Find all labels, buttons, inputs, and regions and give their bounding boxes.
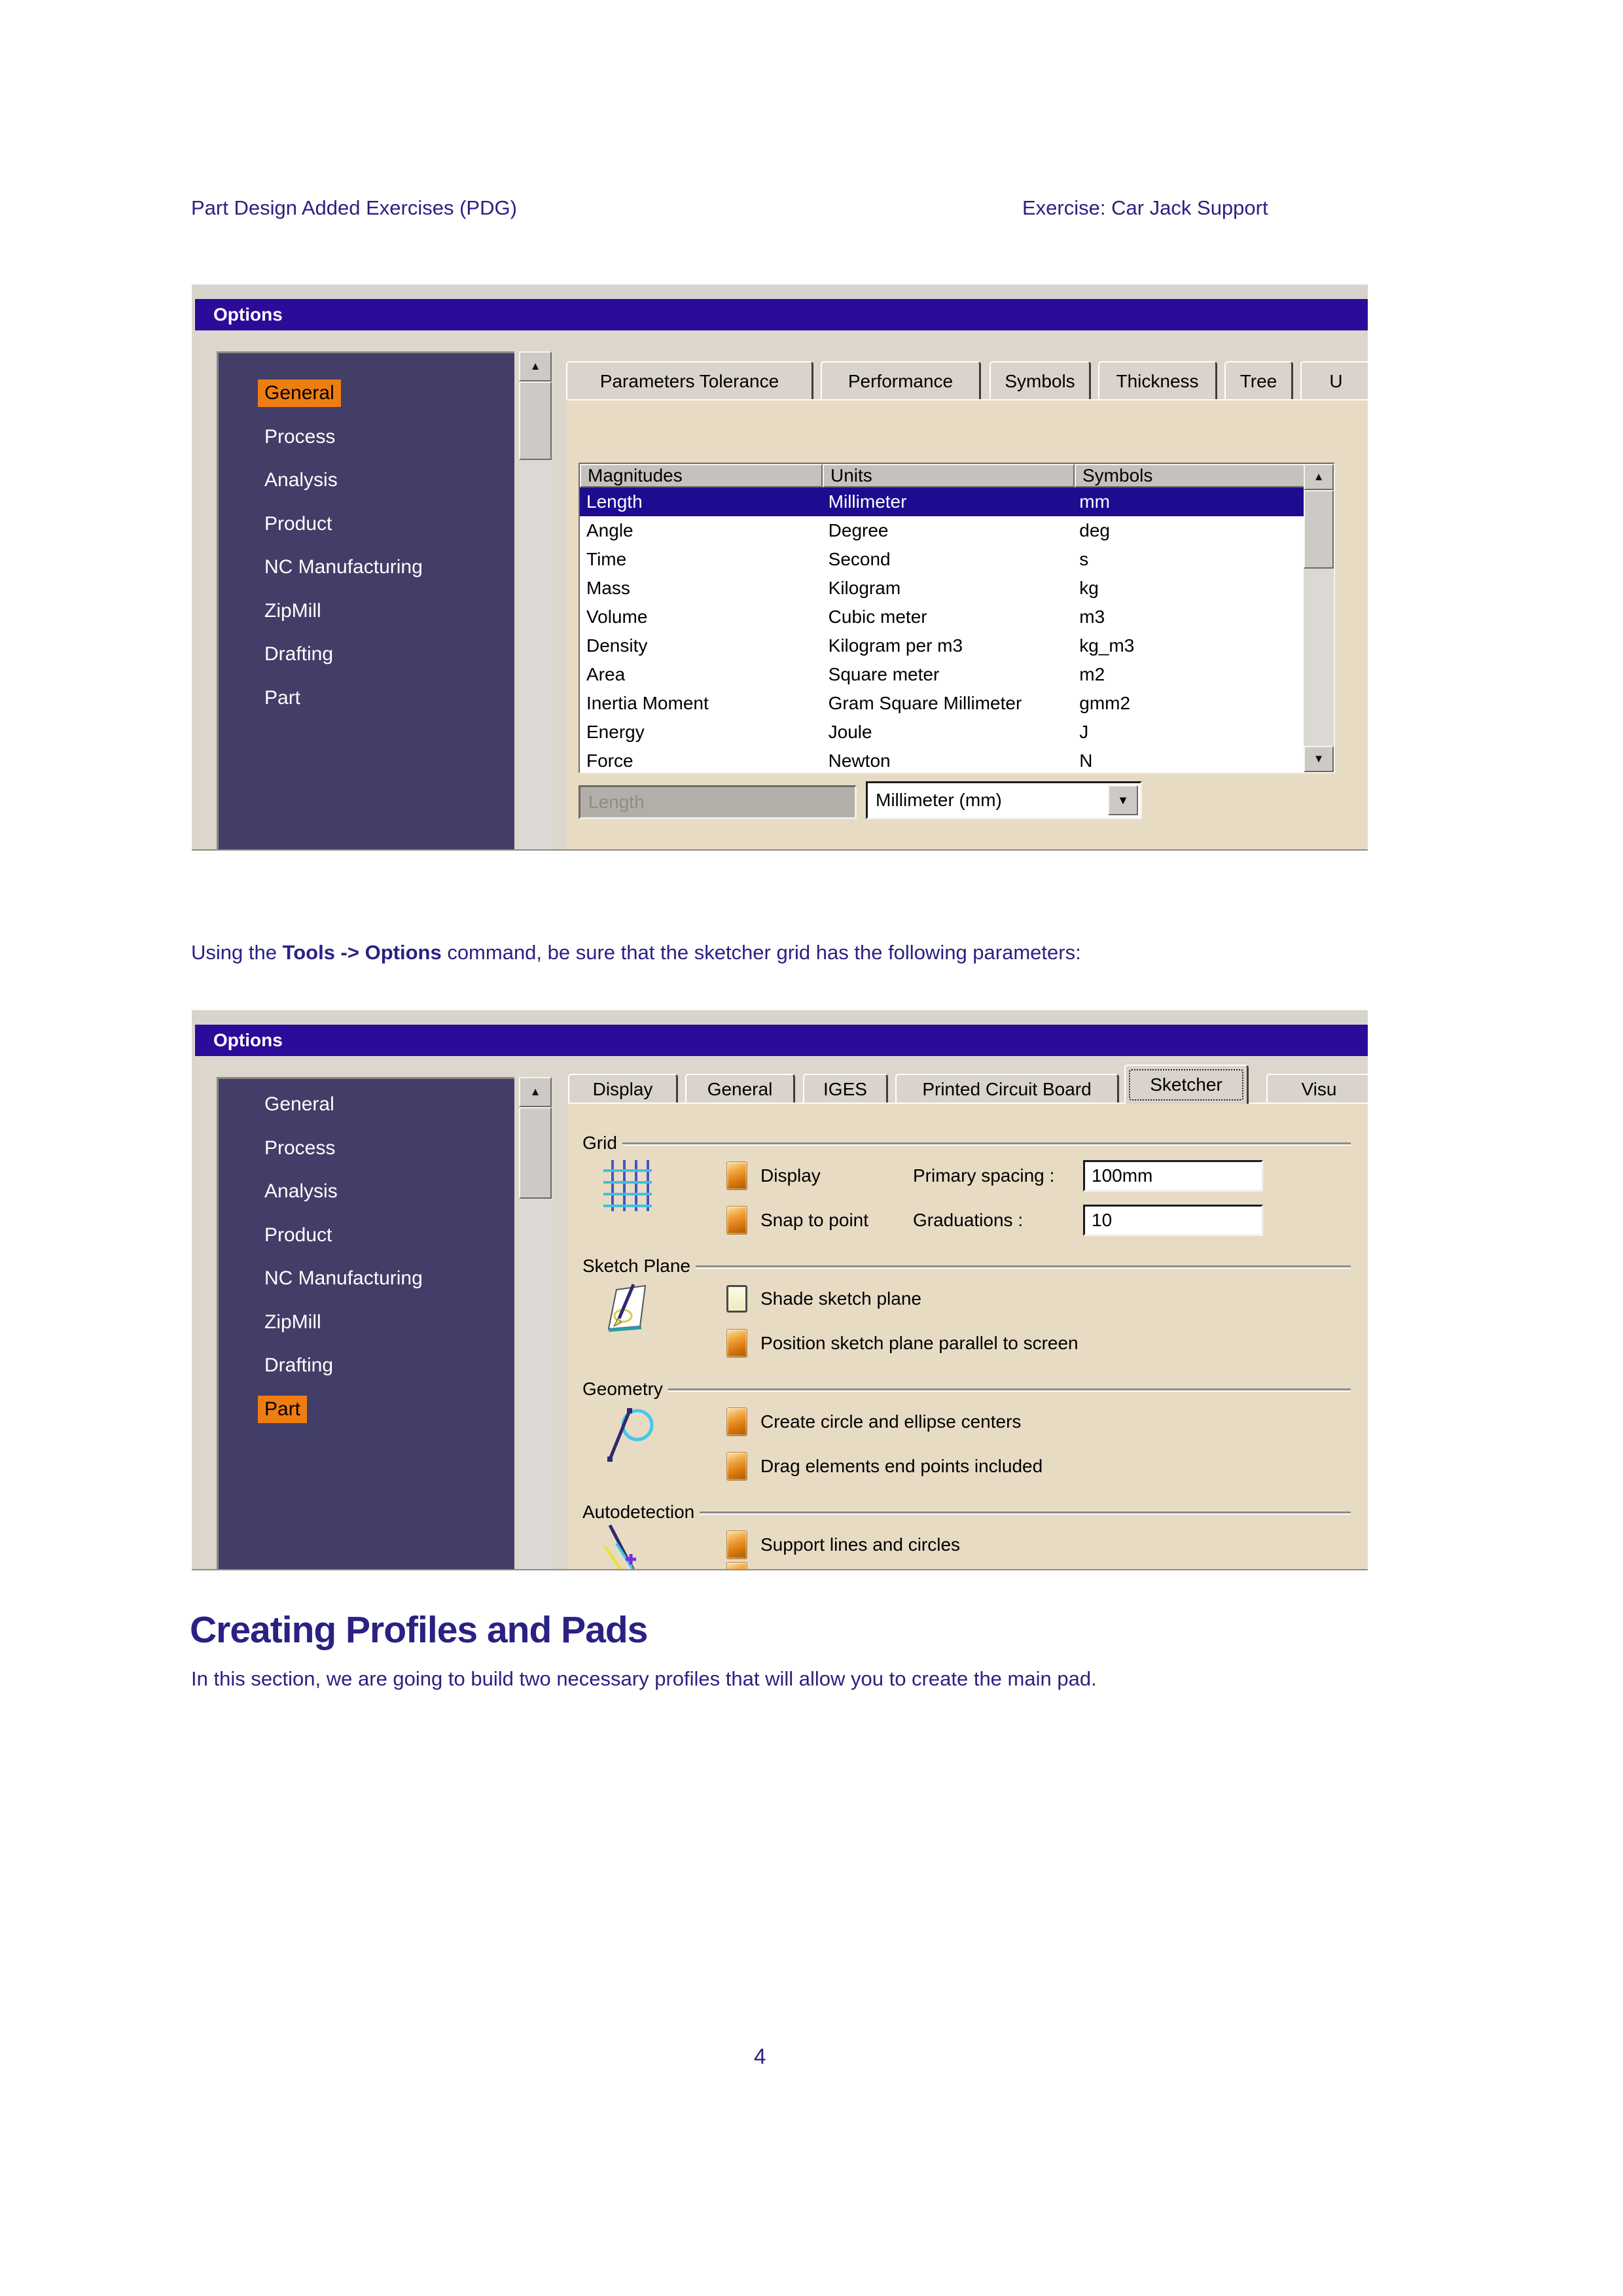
checkbox-create-circle-and-ellipse-centers[interactable] bbox=[726, 1407, 747, 1436]
options-dialog-units-screenshot bbox=[192, 283, 1368, 851]
tab-performance[interactable] bbox=[821, 361, 981, 400]
group-header-geometry bbox=[568, 1379, 1357, 1400]
sketcher-tab-page bbox=[568, 1103, 1368, 1569]
table-row[interactable] bbox=[580, 603, 1304, 631]
header-right: Exercise: Car Jack Support bbox=[1022, 196, 1268, 219]
sidebar-item-general[interactable]: General bbox=[264, 1093, 334, 1115]
group-header-grid bbox=[568, 1133, 1357, 1154]
table-cell: s bbox=[1079, 549, 1089, 569]
tab-u[interactable] bbox=[1300, 361, 1368, 400]
tab-label: Display bbox=[592, 1079, 653, 1099]
dialog2-tab-bar bbox=[568, 1008, 1368, 1104]
checkbox-snap-to-point[interactable] bbox=[726, 1206, 747, 1235]
page-number: 4 bbox=[754, 2044, 766, 2068]
section-body: In this section, we are going to build two necessary profiles that will allow you to create the main pad. bbox=[191, 1667, 1097, 1690]
sidebar-item-drafting[interactable]: Drafting bbox=[264, 643, 334, 665]
table-cell: Kilogram per m3 bbox=[828, 635, 963, 656]
table-cell: mm bbox=[1079, 491, 1110, 512]
instruction-pre: Using the bbox=[191, 941, 283, 964]
settings-row bbox=[726, 1154, 1357, 1198]
tab-label: IGES bbox=[823, 1079, 867, 1099]
checkbox-display[interactable] bbox=[726, 1161, 747, 1190]
scroll-up-icon[interactable]: ▲ bbox=[519, 1077, 552, 1107]
sidebar-item-product[interactable]: Product bbox=[264, 1224, 332, 1246]
sidebar-item-nc-manufacturing[interactable]: NC Manufacturing bbox=[264, 1267, 423, 1289]
tab-tree[interactable] bbox=[1224, 361, 1293, 400]
tab-label: Performance bbox=[847, 371, 954, 391]
units-table-body bbox=[580, 487, 1304, 772]
tab-printed-circuit-board[interactable] bbox=[895, 1074, 1119, 1104]
sidebar-item-part[interactable]: Part bbox=[258, 1396, 307, 1423]
table-row[interactable] bbox=[580, 516, 1304, 545]
checkbox-label: Shade sketch plane bbox=[760, 1288, 921, 1309]
table-cell: N bbox=[1079, 751, 1093, 771]
geometry-icon bbox=[602, 1402, 658, 1466]
scroll-down-icon[interactable]: ▼ bbox=[1304, 746, 1334, 772]
sidebar-item-zipmill[interactable]: ZipMill bbox=[264, 599, 321, 622]
column-header-magnitudes[interactable]: Magnitudes bbox=[580, 464, 823, 487]
checkbox-label: Display bbox=[760, 1165, 821, 1186]
tab-parameters-tolerance[interactable] bbox=[566, 361, 813, 400]
table-scrollbar[interactable] bbox=[1304, 464, 1334, 772]
table-cell: Force bbox=[586, 751, 633, 771]
tab-label: Printed Circuit Board bbox=[922, 1079, 1092, 1099]
settings-row bbox=[726, 1400, 1357, 1444]
sidebar-item-process[interactable]: Process bbox=[264, 1137, 336, 1159]
tab-label: U bbox=[1329, 371, 1343, 391]
scroll-up-icon[interactable]: ▲ bbox=[519, 351, 552, 381]
chevron-down-icon[interactable]: ▼ bbox=[1108, 785, 1138, 815]
header-left: Part Design Added Exercises (PDG) bbox=[191, 196, 517, 219]
checkbox-label: Drag elements end points included bbox=[760, 1456, 1043, 1476]
scrollbar-thumb[interactable] bbox=[519, 381, 552, 460]
sidebar-item-zipmill[interactable]: ZipMill bbox=[264, 1311, 321, 1333]
table-cell: Area bbox=[586, 664, 626, 684]
group-body bbox=[568, 1523, 1357, 1567]
checkbox-position-sketch-plane-parallel-to-screen[interactable] bbox=[726, 1329, 747, 1358]
table-cell: Inertia Moment bbox=[586, 693, 709, 713]
checkbox-shade-sketch-plane[interactable] bbox=[726, 1285, 747, 1313]
units-tab-page bbox=[566, 399, 1368, 849]
dialog1-tab-bar bbox=[566, 361, 1368, 400]
category-sidebar bbox=[217, 351, 514, 849]
tab-label: Tree bbox=[1240, 371, 1277, 391]
tab-iges[interactable] bbox=[803, 1074, 888, 1104]
options-dialog-sketcher-screenshot bbox=[192, 1008, 1368, 1570]
sketcher-settings bbox=[568, 1104, 1368, 1569]
sidebar-item-product[interactable]: Product bbox=[264, 512, 332, 535]
group-divider bbox=[668, 1388, 1351, 1390]
input-graduations-[interactable] bbox=[1083, 1205, 1263, 1236]
table-row[interactable] bbox=[580, 574, 1304, 603]
sidebar-scrollbar[interactable] bbox=[519, 1077, 552, 1569]
settings-row bbox=[726, 1444, 1357, 1489]
sidebar-item-analysis[interactable]: Analysis bbox=[264, 469, 338, 491]
checkbox-label: Support lines and circles bbox=[760, 1534, 961, 1555]
table-row[interactable] bbox=[580, 689, 1304, 718]
table-cell: Newton bbox=[828, 751, 891, 771]
tab-general[interactable] bbox=[685, 1074, 795, 1104]
group-label: Grid bbox=[582, 1133, 617, 1153]
table-row[interactable] bbox=[580, 660, 1304, 689]
category-sidebar bbox=[217, 1077, 514, 1569]
scroll-up-icon[interactable]: ▲ bbox=[1304, 464, 1334, 490]
sketch-plane-icon bbox=[602, 1280, 652, 1340]
dialog-titlebar bbox=[195, 299, 1368, 330]
tab-label: Thickness bbox=[1116, 371, 1199, 391]
instruction-command: Tools -> Options bbox=[282, 941, 442, 964]
table-cell: Volume bbox=[586, 607, 648, 627]
tab-label: Sketcher bbox=[1150, 1074, 1222, 1095]
sidebar-item-general[interactable]: General bbox=[258, 380, 341, 407]
group-label: Sketch Plane bbox=[582, 1256, 690, 1276]
autodetection-icon bbox=[602, 1523, 658, 1569]
table-cell: Mass bbox=[586, 578, 630, 598]
group-divider bbox=[696, 1265, 1351, 1267]
table-row[interactable] bbox=[580, 718, 1304, 747]
column-header-units[interactable]: Units bbox=[823, 464, 1075, 487]
group-divider bbox=[622, 1142, 1351, 1144]
table-cell: Cubic meter bbox=[828, 607, 927, 627]
group-label: Autodetection bbox=[582, 1502, 695, 1522]
table-cell: J bbox=[1079, 722, 1089, 742]
checkbox-label: Snap to point bbox=[760, 1210, 869, 1230]
checkbox-support-lines-and-circles[interactable] bbox=[726, 1530, 747, 1559]
field-label: Graduations : bbox=[913, 1210, 1024, 1230]
instruction-paragraph bbox=[191, 941, 1081, 964]
table-cell: Degree bbox=[828, 520, 889, 540]
table-cell: kg bbox=[1079, 578, 1099, 598]
table-cell: Kilogram bbox=[828, 578, 901, 598]
tab-label: Visu bbox=[1301, 1079, 1337, 1099]
sidebar-item-process[interactable]: Process bbox=[264, 425, 336, 448]
table-cell: Joule bbox=[828, 722, 872, 742]
table-row[interactable] bbox=[580, 631, 1304, 660]
tab-symbols[interactable] bbox=[990, 361, 1091, 400]
table-cell: m2 bbox=[1079, 664, 1105, 684]
table-cell: Energy bbox=[586, 722, 645, 742]
checkbox-label: Create circle and ellipse centers bbox=[760, 1411, 1022, 1432]
magnitude-input[interactable] bbox=[579, 785, 857, 819]
table-cell: Second bbox=[828, 549, 891, 569]
table-cell: Angle bbox=[586, 520, 633, 540]
sidebar-item-nc-manufacturing[interactable]: NC Manufacturing bbox=[264, 556, 423, 578]
table-cell: Gram Square Millimeter bbox=[828, 693, 1022, 713]
input-primary-spacing-[interactable] bbox=[1083, 1160, 1263, 1192]
grid-icon bbox=[602, 1159, 653, 1217]
checkbox-drag-elements-end-points-included[interactable] bbox=[726, 1452, 747, 1481]
group-label: Geometry bbox=[582, 1379, 663, 1399]
table-cell: deg bbox=[1079, 520, 1110, 540]
tab-label: Parameters Tolerance bbox=[599, 371, 779, 391]
sidebar-item-drafting[interactable]: Drafting bbox=[264, 1354, 334, 1376]
table-cell: Millimeter bbox=[828, 491, 907, 512]
table-cell: Square meter bbox=[828, 664, 940, 684]
field-label: Primary spacing : bbox=[913, 1165, 1055, 1186]
section-heading: Creating Profiles and Pads bbox=[190, 1609, 648, 1651]
sidebar-item-analysis[interactable]: Analysis bbox=[264, 1180, 338, 1202]
tab-sketcher[interactable] bbox=[1124, 1065, 1249, 1104]
table-cell: Length bbox=[586, 491, 643, 512]
tab-label: Symbols bbox=[1005, 371, 1075, 391]
table-cell: Density bbox=[586, 635, 648, 656]
tab-label: General bbox=[707, 1079, 773, 1099]
sidebar-scrollbar[interactable] bbox=[519, 351, 552, 849]
table-cell: m3 bbox=[1079, 607, 1105, 627]
scrollbar-thumb[interactable] bbox=[519, 1107, 552, 1199]
tab-display[interactable] bbox=[568, 1074, 678, 1104]
dialog-frame-top bbox=[192, 283, 1368, 299]
table-row[interactable] bbox=[580, 747, 1304, 772]
group-body bbox=[568, 1277, 1357, 1366]
column-header-symbols[interactable]: Symbols bbox=[1075, 464, 1306, 487]
sidebar-item-part[interactable]: Part bbox=[264, 686, 301, 709]
tab-focus-outline bbox=[1129, 1069, 1243, 1101]
settings-row bbox=[726, 1198, 1357, 1243]
table-cell: Time bbox=[586, 549, 627, 569]
cutoff-checkbox bbox=[726, 1562, 747, 1569]
dialog-title: Options bbox=[213, 304, 283, 325]
settings-row bbox=[726, 1523, 1357, 1567]
group-header-autodetection bbox=[568, 1502, 1357, 1523]
group-body bbox=[568, 1154, 1357, 1243]
group-divider bbox=[700, 1511, 1351, 1513]
unit-dropdown[interactable] bbox=[866, 781, 1142, 819]
tab-thickness[interactable] bbox=[1098, 361, 1217, 400]
table-cell: kg_m3 bbox=[1079, 635, 1135, 656]
table-row[interactable] bbox=[580, 487, 1304, 516]
tab-visu[interactable] bbox=[1266, 1074, 1368, 1104]
scrollbar-thumb[interactable] bbox=[1304, 490, 1334, 569]
checkbox-label: Position sketch plane parallel to screen bbox=[760, 1333, 1079, 1353]
dialog-title: Options bbox=[213, 1030, 283, 1050]
group-header-sketch-plane bbox=[568, 1256, 1357, 1277]
unit-dropdown-value: Millimeter (mm) bbox=[876, 790, 1002, 810]
units-table bbox=[579, 463, 1335, 773]
table-row[interactable] bbox=[580, 545, 1304, 574]
units-table-header bbox=[580, 464, 1306, 487]
settings-row bbox=[726, 1277, 1357, 1321]
settings-row bbox=[726, 1321, 1357, 1366]
table-cell: gmm2 bbox=[1079, 693, 1131, 713]
group-body bbox=[568, 1400, 1357, 1489]
instruction-post: command, be sure that the sketcher grid has the following parameters: bbox=[441, 941, 1081, 964]
